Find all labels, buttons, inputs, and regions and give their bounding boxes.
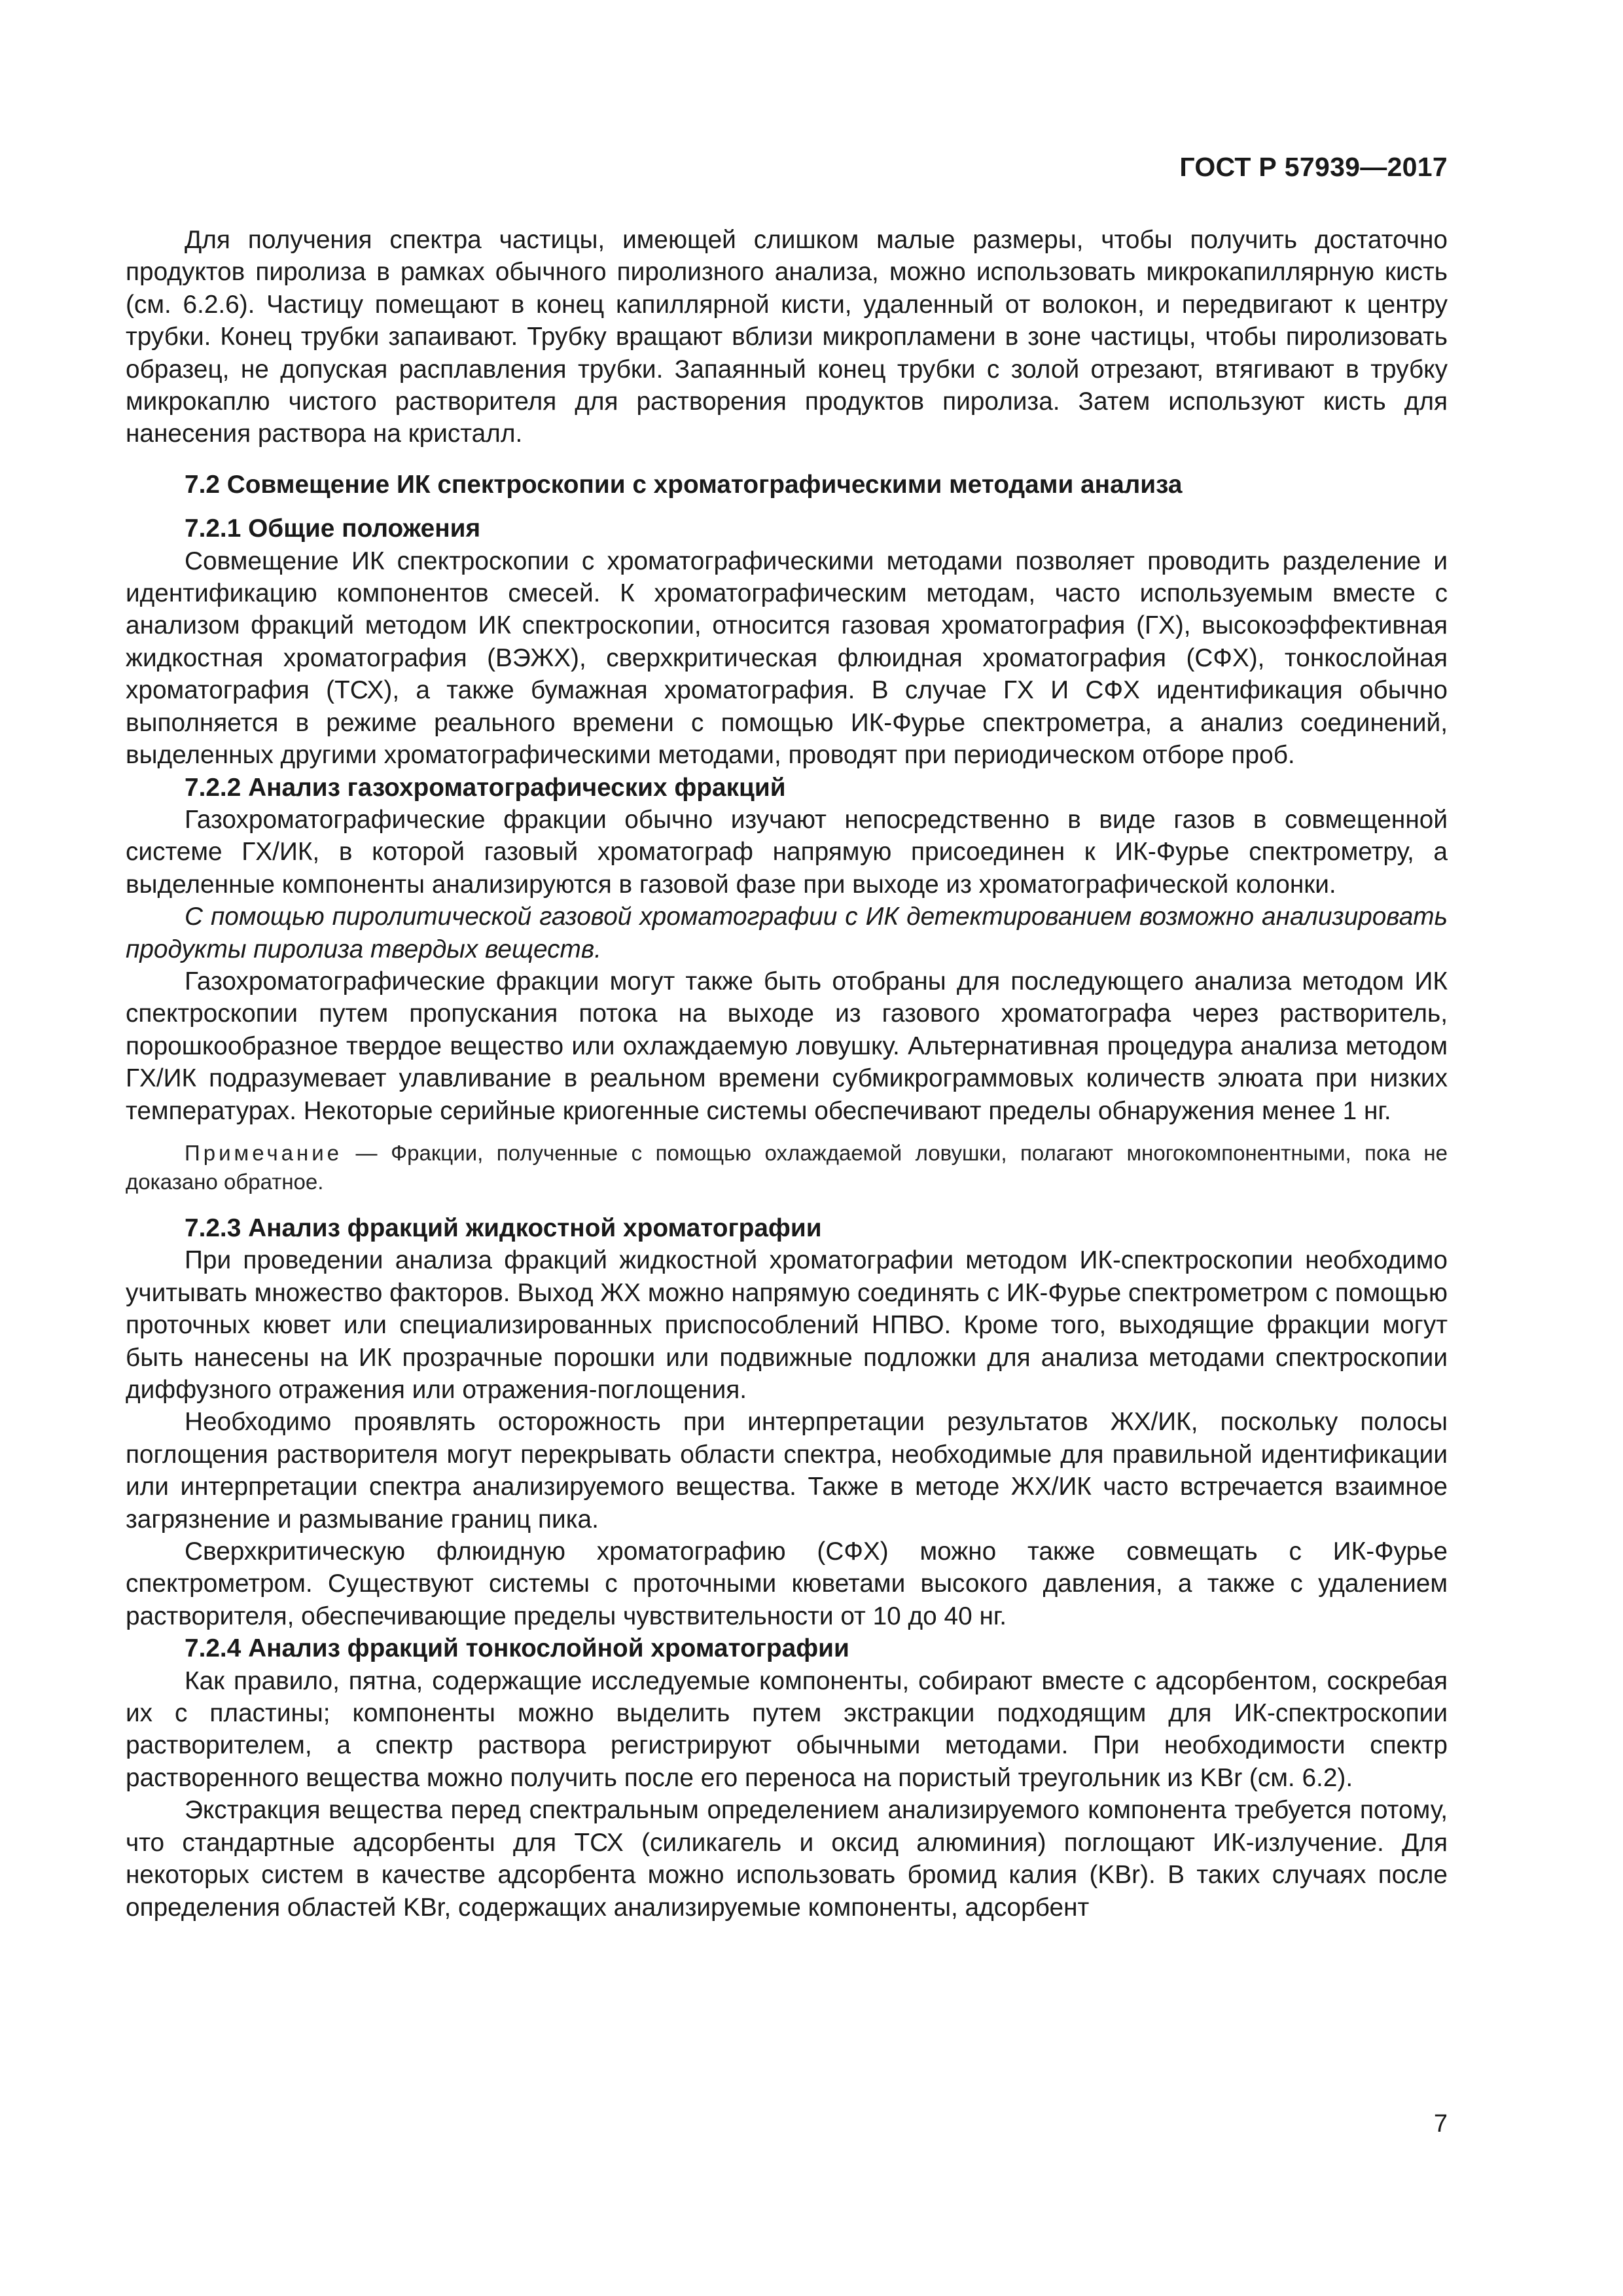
paragraph: Для получения спектра частицы, имеющей слишком малые размеры, чтобы получить достаточно продуктов пиролиза в рамках обычного пиролизного анализа, можно использовать микрокапиллярную кисть (см. 6.2.6). Частицу помещают в конец капиллярной кисти, удаленный от волокон, и передвигают к центру трубки. Конец трубки запаивают. Трубку вращают вблизи микропламени в зоне частицы, чтобы пиролизовать образец, не допуская расплавления трубки. Запаянный конец трубки с золой отрезают, втягивают в трубку микрокаплю чистого растворителя для растворения продуктов пиролиза. Затем используют кисть для нанесения раствора на кристалл. — [126, 226, 1448, 448]
subsection-heading: 7.2.2 Анализ газохроматографических фракций — [185, 773, 786, 802]
subsection-heading: 7.2.3 Анализ фракций жидкостной хроматографии — [185, 1213, 822, 1242]
paragraph: Необходимо проявлять осторожность при интерпретации результатов ЖХ/ИК, поскольку полосы поглощения растворителя могут перекрывать области спектра, необходимые для правильной идентификации или интерпретации спектра анализируемого вещества. Также в методе ЖХ/ИК часто встречается взаимное загрязнение и размывание границ пика. — [126, 1408, 1448, 1534]
subsection-heading: 7.2.4 Анализ фракций тонкослойной хроматографии — [185, 1634, 849, 1663]
page-header-standard: ГОСТ Р 57939—2017 — [1179, 152, 1448, 182]
paragraph: Совмещение ИК спектроскопии с хроматографическими методами позволяет проводить разделение и идентификацию компонентов смесей. К хроматографическим методам, часто используемым вместе с анализом фракций методом ИК спектроскопии, относится газовая хроматография (ГХ), высокоэффективная жидкостная хроматография (ВЭЖХ), сверхкритическая флюидная хроматография (СФХ), тонкослойная хроматография (ТСХ), а также бумажная хроматография. В случае ГХ И СФХ идентификация обычно выполняется в режиме реального времени с помощью ИК-Фурье спектрометра, а анализ соединений, выделенных другими хроматографическими методами, проводят при периодическом отборе проб. — [126, 547, 1448, 770]
document-body — [126, 224, 1448, 1924]
note-text: — Фракции, полученные с помощью охлаждаемой ловушки, полагают многокомпонентными, пока не доказано обратное. — [126, 1140, 1448, 1194]
paragraph-italic: С помощью пиролитической газовой хроматографии с ИК детектированием возможно анализировать продукты пиролиза твердых веществ. — [126, 903, 1448, 963]
section-heading: 7.2 Совмещение ИК спектроскопии с хроматографическими методами анализа — [185, 470, 1183, 499]
subsection-heading: 7.2.1 Общие положения — [185, 514, 481, 543]
note — [126, 1139, 1448, 1196]
paragraph: Экстракция вещества перед спектральным определением анализируемого компонента требуется потому, что стандартные адсорбенты для ТСХ (силикагель и оксид алюминия) поглощают ИК-излучение. Для некоторых систем в качестве адсорбента можно использовать бромид калия (KBr). В таких случаях после определения областей KBr, содержащих анализируемые компоненты, адсорбент — [126, 1796, 1448, 1922]
note-lead: Примечание — [185, 1140, 343, 1165]
paragraph: Газохроматографические фракции обычно изучают непосредственно в виде газов в совмещенной системе ГХ/ИК, в которой газовый хроматограф напрямую присоединен к ИК-Фурье спектрометру, а выделенные компоненты анализируются в газовой фазе при выходе из хроматографической колонки. — [126, 805, 1448, 899]
paragraph: При проведении анализа фракций жидкостной хроматографии методом ИК-спектроскопии необходимо учитывать множество факторов. Выход ЖХ можно напрямую соединять с ИК-Фурье спектрометром с помощью проточных кювет или специализированных приспособлений НПВО. Кроме того, выходящие фракции могут быть нанесены на ИК прозрачные порошки или подвижные подложки для анализа методами спектроскопии диффузного отражения или отражения-поглощения. — [126, 1246, 1448, 1404]
paragraph: Сверхкритическую флюидную хроматографию (СФХ) можно также совмещать с ИК-Фурье спектрометром. Существуют системы с проточными кюветами высокого давления, а также с удалением растворителя, обеспечивающие пределы чувствительности от 10 до 40 нг. — [126, 1537, 1448, 1630]
paragraph: Газохроматографические фракции могут также быть отобраны для последующего анализа методом ИК спектроскопии путем пропускания потока на выходе из газового хроматографа через растворитель, порошкообразное твердое вещество или охлаждаемую ловушку. Альтернативная процедура анализа методом ГХ/ИК подразумевает улавливание в реальном времени субмикрограммовых количеств элюата при низких температурах. Некоторые серийные криогенные системы обеспечивают пределы обнаружения менее 1 нг. — [126, 967, 1448, 1125]
paragraph: Как правило, пятна, содержащие исследуемые компоненты, собирают вместе с адсорбентом, соскребая их с пластины; компоненты можно выделить путем экстракции подходящим для ИК-спектроскопии растворителем, а спектр раствора регистрируют обычными методами. При необходимости спектр растворенного вещества можно получить после его переноса на пористый треугольник из KBr (см. 6.2). — [126, 1666, 1448, 1792]
page-number: 7 — [1433, 2110, 1448, 2138]
